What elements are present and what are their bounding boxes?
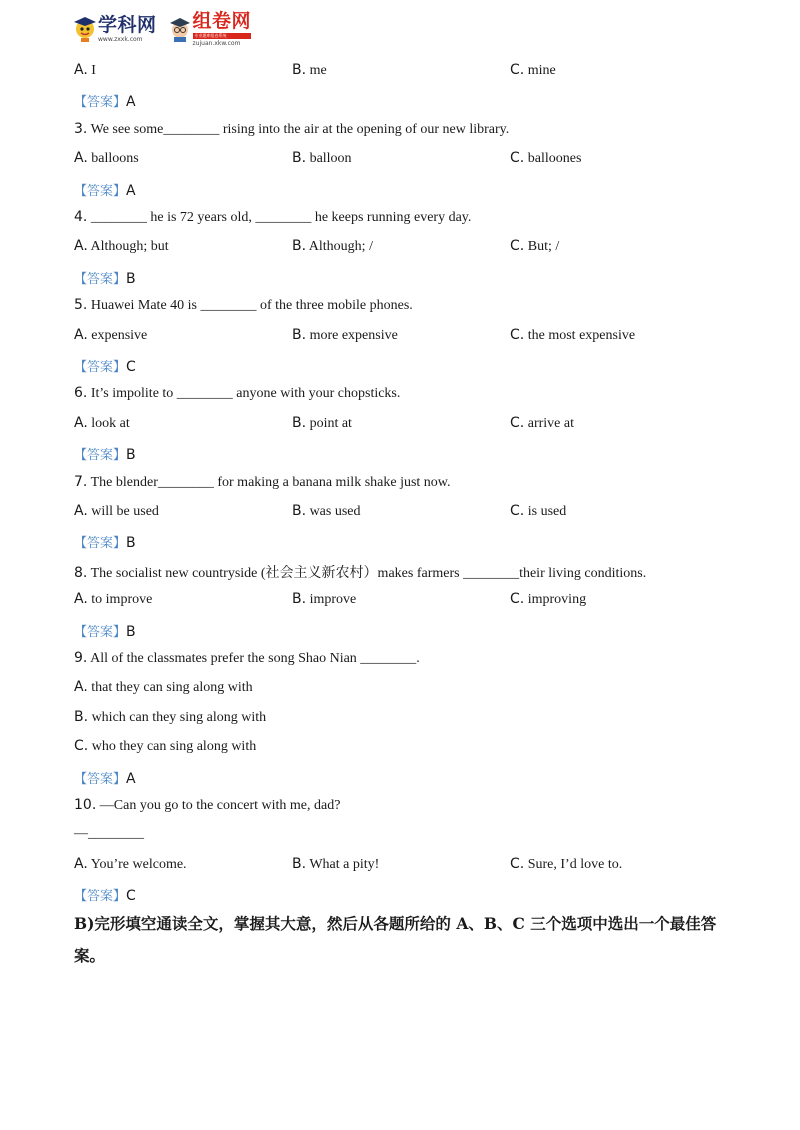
option-text: What a pity! [309,856,380,872]
question-number: 4. [74,209,88,225]
option-letter: B. [292,326,307,343]
option-c[interactable] [510,62,556,79]
question-number: 5. [74,297,88,314]
option-letter: B. [292,150,307,167]
option-b[interactable] [292,591,356,608]
option-b[interactable] [292,327,398,344]
option-text: balloons [91,151,139,167]
option-letter: C. [510,326,525,343]
option-letter: A. [74,503,88,519]
answer-tag: 【答案】 [74,183,127,199]
option-row [74,238,734,258]
option-text: is used [527,504,567,519]
option-c[interactable] [510,856,622,873]
option-row [74,62,734,82]
answer-value: B [126,270,136,287]
question-number: 9. [74,650,88,666]
option-letter: A. [74,150,88,167]
option-letter: C. [510,150,525,167]
answer-tag: 【答案】 [74,360,127,375]
question-stem [74,385,400,402]
answer-line [74,532,136,552]
question-text: It’s impolite to ________ anyone with your chopsticks. [90,386,401,402]
answer-line [74,444,136,464]
option-row [74,738,734,758]
option-text: which can they sing along with [91,709,267,725]
option-row [74,150,734,170]
option-a[interactable] [74,503,159,520]
option-a[interactable] [74,679,253,696]
option-text: balloon [309,151,352,167]
option-letter: C. [510,414,525,431]
option-text: was used [309,504,361,519]
option-c[interactable] [510,415,574,432]
option-letter: A. [74,326,88,343]
question-text: Huawei Mate 40 is ________ of the three mobile phones. [90,298,413,314]
question-text: —Can you go to the concert with me, dad? [99,798,341,813]
answer-line [74,91,136,111]
option-c[interactable] [510,238,559,255]
zxxk-logo[interactable] [72,15,157,43]
option-text: improving [527,592,587,608]
option-letter: B. [292,414,307,431]
option-a[interactable] [74,238,169,255]
option-text: point at [309,415,352,431]
answer-line [74,180,136,200]
answer-line [74,356,136,376]
option-text: will be used [91,504,159,519]
answer-line [74,768,136,788]
option-row [74,679,734,699]
option-text: that they can sing along with [91,680,253,696]
option-row [74,327,734,347]
option-row [74,503,734,523]
option-letter: C. [510,855,525,872]
option-text: me [309,63,327,78]
answer-value: B [126,623,136,640]
option-text: Sure, I’d love to. [527,856,623,872]
option-letter: B. [292,503,307,519]
option-letter: C. [510,62,525,78]
answer-value: B [126,447,136,464]
option-a[interactable] [74,327,147,344]
zxxk-logo-name: 学科网 [98,13,157,36]
option-text: mine [527,63,556,78]
option-text: more expensive [309,327,398,343]
answer-tag: 【答案】 [74,624,127,640]
option-text: Although; / [308,239,373,255]
option-letter: A. [74,62,88,78]
option-a[interactable] [74,591,152,608]
question-stem [74,562,646,582]
option-text: I [91,63,96,78]
answer-value: C [126,888,136,905]
answer-tag: 【答案】 [74,448,127,464]
option-text: look at [91,415,130,431]
option-c[interactable] [510,503,566,520]
option-b[interactable] [292,856,379,873]
option-c[interactable] [510,327,635,344]
answer-value: A [126,182,136,199]
question-stem [74,209,471,226]
option-b[interactable] [292,238,373,255]
option-letter: A. [74,238,88,255]
option-a[interactable] [74,62,96,79]
option-letter: C. [510,591,525,608]
option-row [74,415,734,435]
mascot-icon [72,15,98,43]
option-a[interactable] [74,856,187,873]
option-letter: A. [74,855,88,872]
answer-line [74,885,136,905]
option-b[interactable] [292,62,327,79]
option-c[interactable] [510,150,581,167]
zujuan-logo-name: 组卷网 [192,9,252,32]
option-row [74,856,734,876]
answer-value: A [126,770,136,787]
page-header [72,10,261,48]
option-letter: C. [510,503,525,519]
option-b[interactable] [292,150,352,167]
option-text: who they can sing along with [91,739,257,755]
option-a[interactable] [74,150,139,167]
answer-tag: 【答案】 [74,271,127,287]
zujuan-logo-url: zujuan.xkw.com [192,39,241,47]
option-text: the most expensive [527,327,636,343]
answer-value: B [126,535,136,552]
question-number: 7. [74,473,88,490]
question-text: We see some________ rising into the air at the opening of our new library. [90,121,510,137]
option-c[interactable] [510,591,586,608]
answer-line [74,621,136,641]
option-a[interactable] [74,415,130,432]
question-stem [74,121,509,138]
question-number: 10. [74,797,97,813]
option-letter: A. [74,414,88,431]
option-b[interactable] [292,503,361,520]
question-number: 6. [74,385,88,402]
option-letter: A. [74,679,88,696]
option-letter: A. [74,591,88,608]
option-text: arrive at [527,415,574,431]
option-letter: C. [74,738,89,755]
student-icon [167,15,193,43]
option-letter: B. [292,591,307,608]
option-b[interactable] [292,415,352,432]
zxxk-logo-url: www.zxxk.com [98,35,143,43]
answer-tag: 【答案】 [74,771,127,787]
option-c[interactable] [74,738,256,755]
question-number: 3. [74,120,88,137]
option-text: expensive [91,327,148,343]
option-text: Although; but [90,239,169,255]
answer-value: C [126,359,136,375]
answer-value: A [126,94,136,111]
answer-line [74,268,136,288]
option-letter: B. [292,62,307,78]
option-text: You’re welcome. [90,856,187,872]
answer-tag: 【答案】 [74,95,127,111]
option-letter: C. [510,238,525,255]
question-text: The blender________ for making a banana milk shake just now. [90,474,451,490]
question-text: All of the classmates prefer the song Shao Nian ________. [90,651,420,666]
option-b[interactable] [74,709,266,726]
question-stem [74,797,340,814]
question-stem [74,297,413,314]
answer-tag: 【答案】 [74,536,127,552]
option-letter: B. [74,708,89,725]
question-text: ________ he is 72 years old, ________ he keeps running every day. [90,210,472,225]
question-stem [74,474,451,491]
option-text: to improve [91,592,153,608]
option-letter: B. [292,855,307,872]
section-b-instruction: B)完形填空通读全文，掌握其大意，然后从各题所给的 A、B、C 三个选项中选出一个最佳答案。 [74,914,717,965]
option-text: improve [309,592,357,608]
zujuan-logo[interactable] [167,9,252,47]
option-text: balloones [527,151,582,167]
option-text: But; / [527,239,560,255]
option-row [74,591,734,611]
question-number: 8. [74,564,88,581]
option-row [74,709,734,729]
question-stem [74,650,420,667]
option-letter: B. [292,238,307,255]
zujuan-logo-band: 专业题库组卷系统 [193,33,252,39]
answer-tag: 【答案】 [74,889,127,905]
question-text: The socialist new countryside (社会主义新农村）makes farmers ________their living conditions. [90,565,647,581]
question-response-line: —________ [74,826,144,842]
